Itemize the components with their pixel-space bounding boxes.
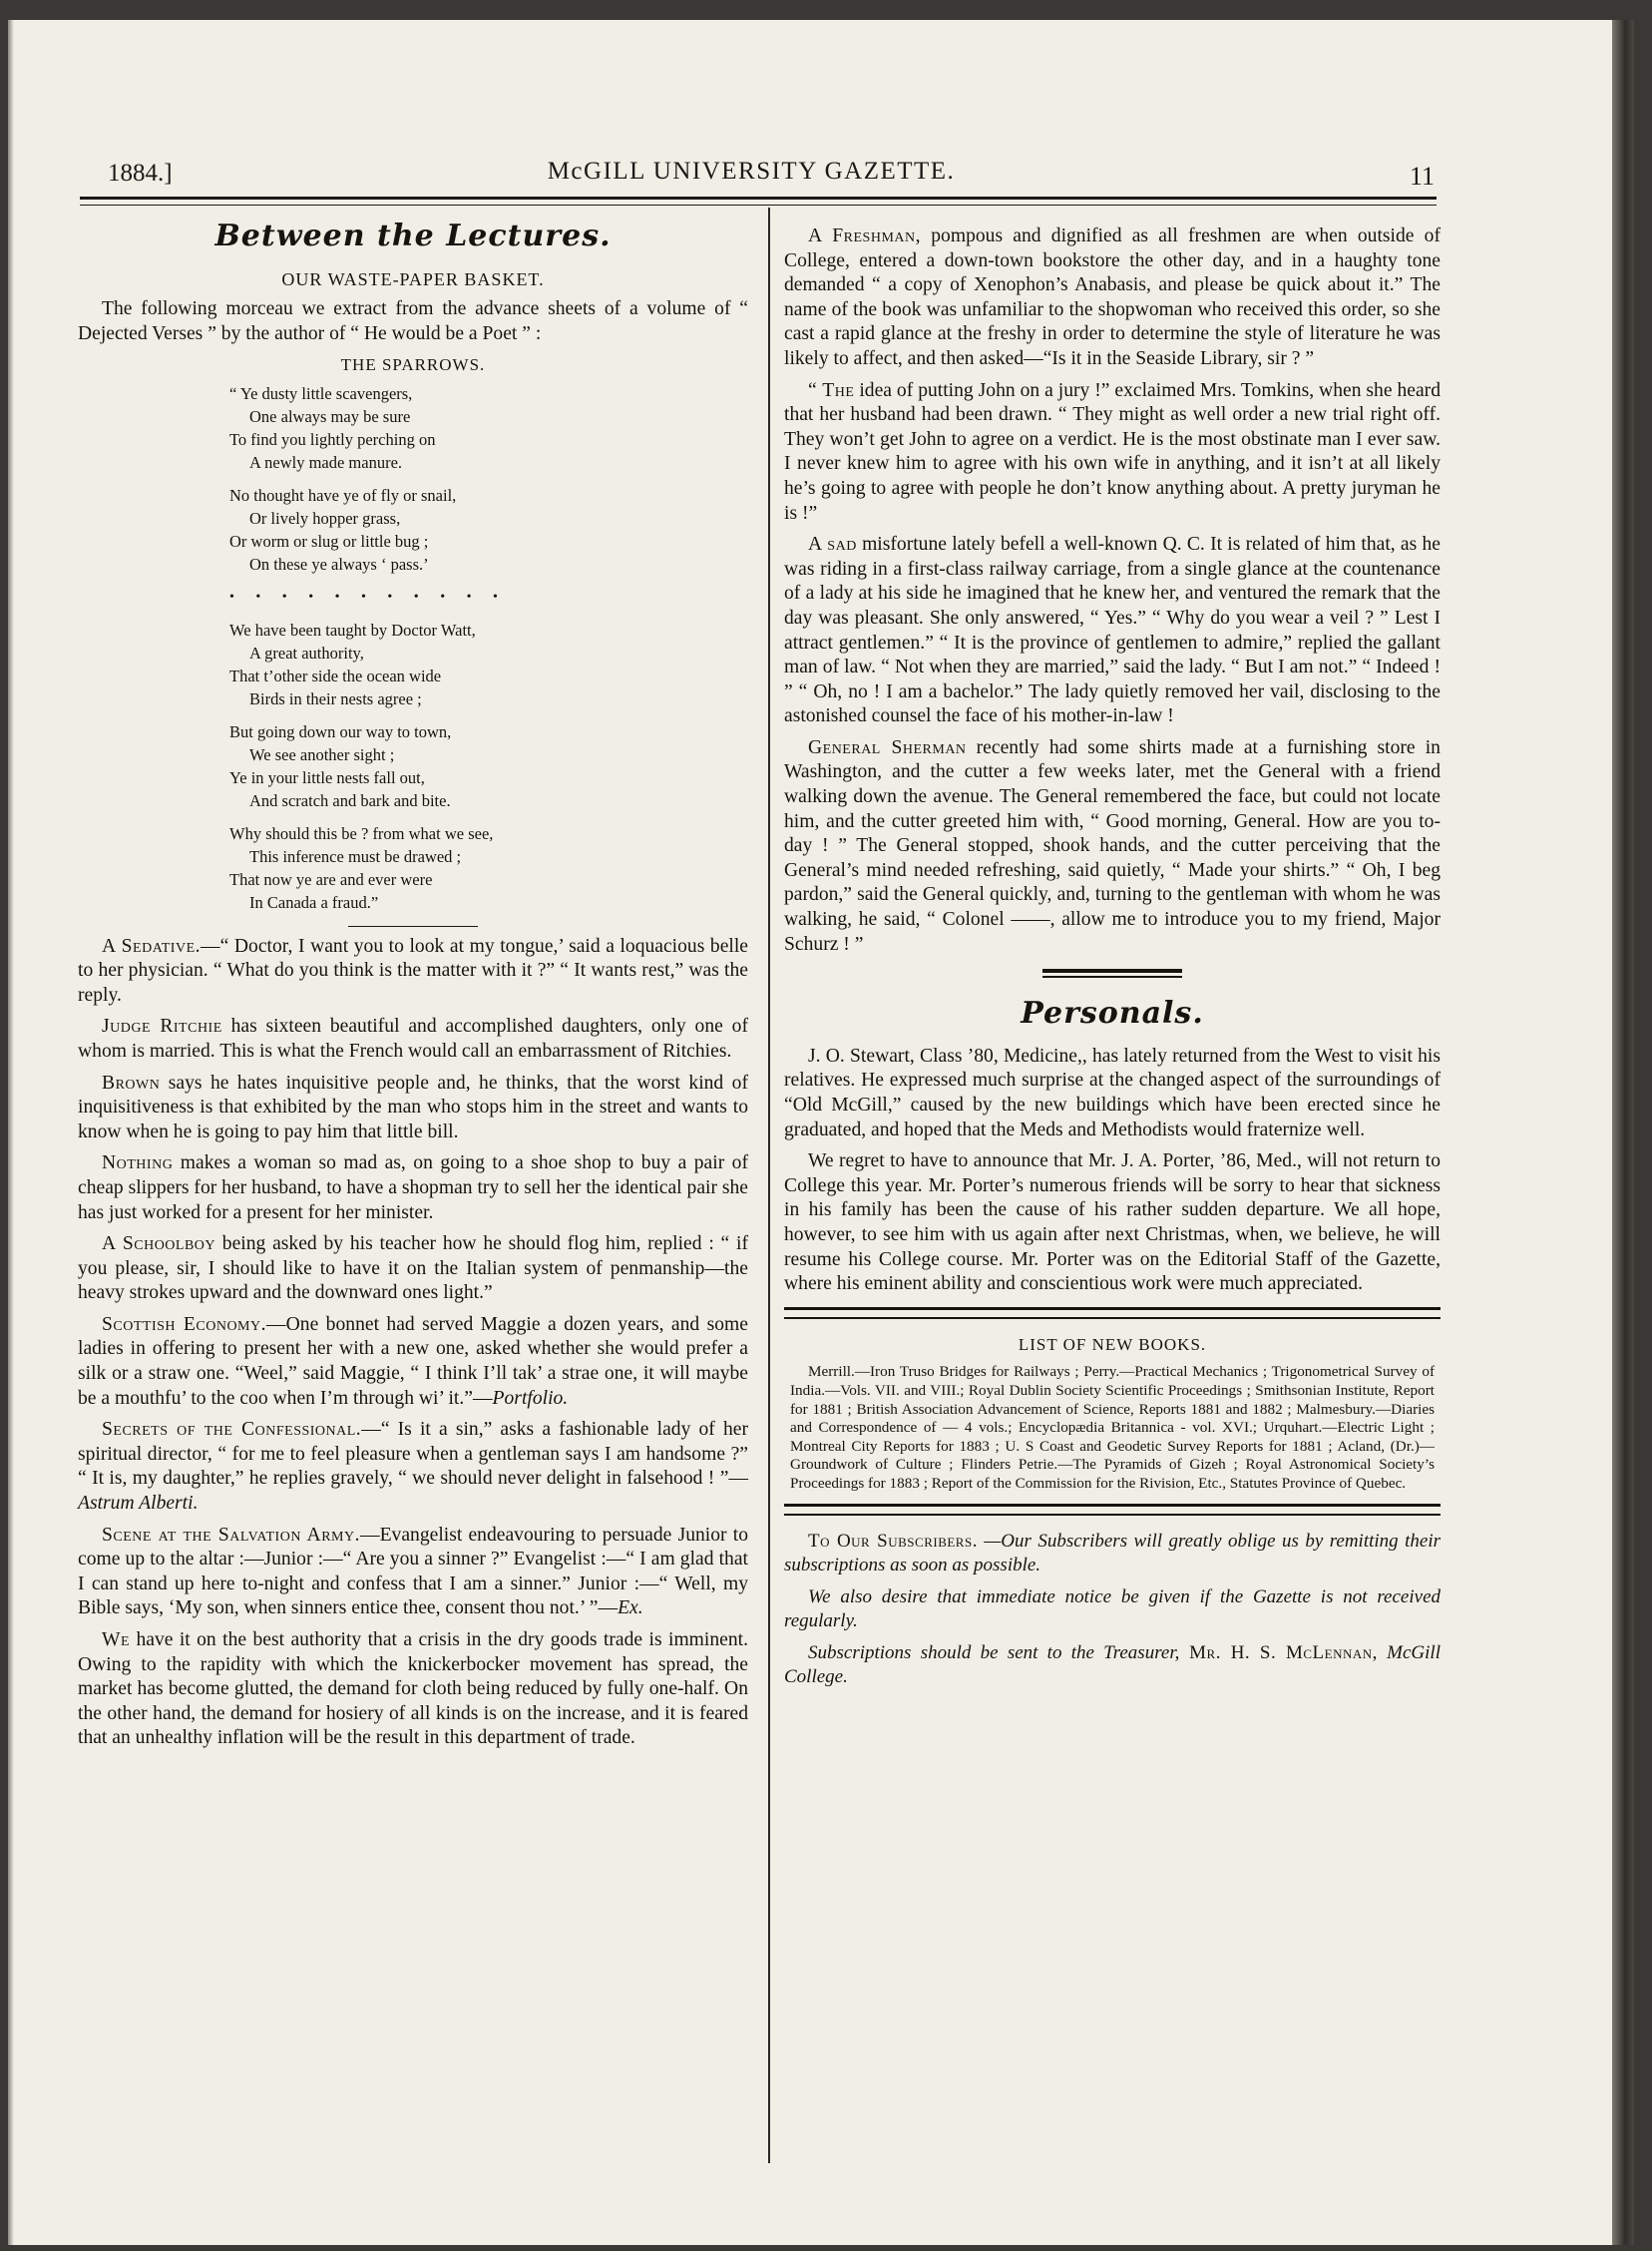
paragraph-scottish-economy <box>78 1313 748 1411</box>
poem-stanza <box>229 720 748 812</box>
notice-remit <box>784 1530 1441 1578</box>
paragraph-text: pompous and dignified as all freshmen are when outside of College, entered a down-town bookstore the other day, and in a haughty tone demanded “ a copy of Xenophon’s Anabasis, and please be quick about it.” The name of the book was unfamiliar to the shopwoman who received this order, so she cast a rapid glance at the freshy in order to determine the style of literature he was likely to affect, and then asked—“Is it in the Seaside Library, sir ? ” <box>784 225 1441 369</box>
paragraph-nothing <box>78 1151 748 1225</box>
notice-college: McGill College. <box>784 1641 1441 1688</box>
poem-line: To find you lightly perching on <box>229 429 436 449</box>
poem-line: Birds in their nests agree ; <box>249 688 422 708</box>
paragraph-text: idea of putting John on a jury !” exclaimed Mrs. Tomkins, when she heard that her husband had been drawn. “ They might as well order a new trial right off. They won’t get John to agree on a verdict. He is the most obstinate man I ever saw. I never knew him to agree with his own wife in anything, and it isn’t at all likely he’s going to agree with people he don’t know anything about. A pretty juryman he is !” <box>784 379 1441 524</box>
paragraph-freshman <box>784 225 1441 372</box>
treasurer-name: Mr. H. S. McLennan, <box>1179 1641 1378 1663</box>
paragraph-text: says he hates inquisitive people and, he thinks, that the worst kind of inquisitiveness is that exhibited by the man who stops him in the street and wants to know when he is going to pay him that little bill. <box>78 1072 748 1142</box>
poem-stanza <box>229 382 748 474</box>
paragraph-lead: A Freshman, <box>808 225 922 246</box>
running-head <box>78 152 1435 192</box>
poem <box>229 382 748 576</box>
paragraph-source: Ex. <box>618 1597 643 1619</box>
paragraph-lead: Secrets of the Confessional. <box>102 1419 362 1441</box>
poem-line: No thought have ye of fly or snail, <box>229 485 457 505</box>
poem-line: “ Ye dusty little scavengers, <box>229 383 413 403</box>
poem-line: Why should this be ? from what we see, <box>229 823 494 843</box>
page-left-edge <box>8 20 14 2245</box>
books-title: LIST OF NEW BOOKS. <box>1018 1334 1207 1354</box>
poem-stanza <box>229 822 748 914</box>
paragraph-text: —“ Is it a sin,” asks a fashionable lady of her spiritual director, “ for me to feel pleasure when a gentleman says I am handsome ?” “ It is, my daughter,” he replies gravely, “ we should never delight in falsehood ! ”— <box>78 1419 748 1490</box>
subscriber-notice <box>784 1530 1441 1691</box>
section-title-personals: Personals. <box>1021 996 1204 1032</box>
poem-line: Or worm or slug or little bug ; <box>229 531 429 551</box>
paragraph-lead: Judge Ritchie <box>102 1016 222 1038</box>
poem-line: We have been taught by Doctor Watt, <box>229 620 476 640</box>
paragraph-lead: A Schoolboy <box>102 1233 216 1255</box>
books-bottom-rule <box>784 1504 1441 1516</box>
header-year: 1884.] <box>108 160 173 187</box>
paragraph-schoolboy <box>78 1232 748 1306</box>
paragraph-text: being asked by his teacher how he should flog him, replied : “ if you please, sir, I should like to have it on the Italian system of penmanship—the heavy strokes upward and the downward ones light.” <box>78 1233 748 1304</box>
notice-treasurer <box>784 1641 1441 1690</box>
page-number: 11 <box>1409 162 1435 191</box>
poem-line: Ye in your little nests fall out, <box>229 767 425 787</box>
personals-rule <box>1042 969 1182 978</box>
poem-line: That t’other side the ocean wide <box>229 666 442 685</box>
poem-line: A great authority, <box>249 643 364 663</box>
paragraph-confessional <box>78 1418 748 1516</box>
basket-heading: OUR WASTE-PAPER BASKET. <box>281 268 545 289</box>
poem-line: That now ye are and ever were <box>229 869 433 889</box>
poem-line: We see another sight ; <box>249 744 395 764</box>
header-rule <box>80 197 1437 206</box>
notice-lead: To Our Subscribers. <box>808 1530 978 1552</box>
section-title-lectures: Between the Lectures. <box>214 219 612 253</box>
poem-stanza <box>229 484 748 576</box>
paragraph-brown <box>78 1072 748 1145</box>
column-divider <box>768 208 770 2163</box>
paragraph-text: recently had some shirts made at a furnishing store in Washington, and the cutter a few weeks later, met the General with a friend walking down the avenue. The General remembered the face, but could not locate him, and the cutter greeted him with, “ Good morning, General. How are you to-day ! ” The General stopped, shook hands, and the cutter perceiving that the General’s mind needed refreshing, said quietly, “ Made your shirts.” “ Oh, I beg pardon,” said the General quickly, and, turning to the gentleman with whom he was walking, he said, “ Colonel ——, allow me to introduce you to my friend, Major Schurz ! ” <box>784 736 1441 955</box>
poem-continued <box>229 619 748 914</box>
paragraph-sedative <box>78 935 748 1009</box>
paragraph-text: —“ Doctor, I want you to look at my tongue,’ said a loquacious belle to her physician. “ What do you think is the matter with it ?” “ It wants rest,” was the reply. <box>78 935 748 1006</box>
paragraph-text: makes a woman so mad as, on going to a shoe shop to buy a pair of cheap slippers for her husband, to have a shopman try to sell her the identical pair she has just worked for a present for her minister. <box>78 1152 748 1223</box>
paragraph-lead: Scene at the Salvation Army. <box>102 1524 360 1546</box>
notice-regularly: We also desire that immediate notice be given if the Gazette is not received regularly. <box>784 1585 1441 1632</box>
paragraph-source: Portfolio. <box>492 1387 569 1409</box>
poem-intro: The following morceau we extract from the advance sheets of a volume of “ Dejected Verses ” by the author of “ He would be a Poet ” : <box>78 298 748 344</box>
paragraph-judge-ritchie <box>78 1015 748 1064</box>
gazette-page <box>8 20 1634 2245</box>
paragraph-text: misfortune lately befell a well-known Q. C. It is related of him that, as he was riding in a first-class railway carriage, from a single glance at the countenance of a lady at his side he imagined that he knew her, and ventured the remark that the day was pleasant. She only answered, “ Yes.” “ Why do you wear a veil ? ” Lest I attract gentlemen.” “ It is the province of gentlemen to admire,” replied the gallant man of law. “ Not when they are married,” said the lady. “ But I am not.” “ Indeed ! ” “ Oh, no ! I am a bachelor.” The lady quietly removed her vail, disclosing to the astonished counsel the face of his mother-in-law ! <box>784 534 1441 727</box>
paragraph-lead: General Sherman <box>808 736 967 758</box>
poem-line: A newly made manure. <box>249 452 403 472</box>
poem-line: On these ye always ‘ pass.’ <box>249 554 429 574</box>
poem-title: THE SPARROWS. <box>340 355 486 375</box>
paragraph-source: Astrum Alberti. <box>78 1493 199 1515</box>
right-column <box>784 225 1441 1697</box>
binding-edge <box>1612 20 1634 2245</box>
personal-stewart: J. O. Stewart, Class ’80, Medicine,, has lately returned from the West to visit his relatives. He expressed much surprise at the changed aspect of the surroundings of “Old McGill,” caused by the new buildings which have been erected since he graduated, and hoped that the Meds and Methodists would fraternize well. <box>784 1045 1441 1140</box>
paragraph-lead: Nothing <box>102 1152 174 1174</box>
poem-line: In Canada a fraud.” <box>249 892 379 912</box>
notice-text: —Our Subscribers will greatly oblige us by remitting their subscriptions as soon as possible. <box>784 1530 1441 1576</box>
paragraph-salvation-army <box>78 1524 748 1621</box>
personal-porter: We regret to have to announce that Mr. J. A. Porter, ’86, Med., will not return to College this year. Mr. Porter’s numerous friends will be sorry to hear that sickness in his family has been the cause of his rather sudden departure. We all hope, however, to see him with us again after next Christmas, when, we believe, he will resume his College course. Mr. Porter was on the Editorial Staff of the Gazette, where his eminent ability and conscientious work were much appreciated. <box>784 1150 1441 1295</box>
paragraph-lead: A sad <box>808 534 857 556</box>
paragraph-general-sherman <box>784 736 1441 957</box>
paragraph-lead: A Sedative. <box>102 935 202 957</box>
poem-line: Or lively hopper grass, <box>249 508 401 528</box>
paragraph-lead: Brown <box>102 1072 161 1094</box>
paragraph-text: have it on the best authority that a crisis in the dry goods trade is imminent. Owing to the rapidity with which the knickerbocker movement has spread, the market has become glutted, the demand for cloth being reduced by fully one-half. On the other hand, the demand for hosiery of all kinds is on the increase, and it is feared that an unhealthy inflation will be the result in this department of trade. <box>78 1629 748 1749</box>
paragraph-text: —Evangelist endeavouring to persuade Junior to come up to the altar :—Junior :—“ Are you a sinner ?” Evangelist :—“ I am glad that I can stand up here to-night and confess that I am a sinner.” Junior :—“ Well, my Bible says, ‘My son, when sinners entice thee, consent thou not.’ ”— <box>78 1524 748 1619</box>
header-title: McGILL UNIVERSITY GAZETTE. <box>547 158 956 185</box>
paragraph-jury <box>784 379 1441 527</box>
paragraph-dry-goods <box>78 1628 748 1751</box>
paragraph-text: has sixteen beautiful and accomplished daughters, only one of whom is married. This is what the French would call an embarrassment of Ritchies. <box>78 1016 748 1062</box>
books-list: Merrill.—Iron Truso Bridges for Railways ; Perry.—Practical Mechanics ; Trigonometrical Survey of India.—Vols. VII. and VIII.; Royal Dublin Society Scientific Proceedings ; Smithsonian Institute, Report for 1881 ; British Association Advancement of Science, Reports 1881 and 1882 ; Malmesbury.—Diaries and Correspondence of — 4 vols.; Encyclopædia Britannica - vol. XVI.; Urquhart.—Electric Light ; Montreal City Reports for 1883 ; U. S Coast and Geodetic Survey Reports for 1881 ; Acland, (Dr.)—Groundwork of Culture ; Flinders Petrie.—The Pyramids of Gizeh ; Royal Astronomical Society’s Proceedings for 1883 ; Report of the Commission for the Rivision, Etc., Statutes Province of Quebec. <box>790 1363 1435 1492</box>
poem-line: One always may be sure <box>249 406 411 426</box>
poem-stanza <box>229 619 748 710</box>
poem-line: This inference must be drawed ; <box>249 846 462 866</box>
poem-line: But going down our way to town, <box>229 721 452 741</box>
notice-text: Subscriptions should be sent to the Treasurer, <box>808 1641 1180 1663</box>
poem-end-rule <box>348 926 478 927</box>
paragraph-lead: Scottish Economy. <box>102 1313 267 1335</box>
paragraph-lead: “ The <box>808 379 855 401</box>
paragraph-text: —One bonnet had served Maggie a dozen years, and some ladies in offering to present her with a new one, asked whether she would prefer a silk or a straw one. “Weel,” said Maggie, “ I think I’ll tak’ a strae one, it will maybe be a mouthfu’ to the coo when I’m through wi’ it.”— <box>78 1313 748 1409</box>
paragraph-qc-misfortune <box>784 533 1441 729</box>
poem-line: And scratch and bark and bite. <box>249 790 451 810</box>
ellipsis-dots: • • • • • • • • • • • <box>229 589 507 605</box>
books-top-rule <box>784 1307 1441 1319</box>
left-column <box>78 219 748 1758</box>
paragraph-lead: We <box>102 1629 131 1650</box>
